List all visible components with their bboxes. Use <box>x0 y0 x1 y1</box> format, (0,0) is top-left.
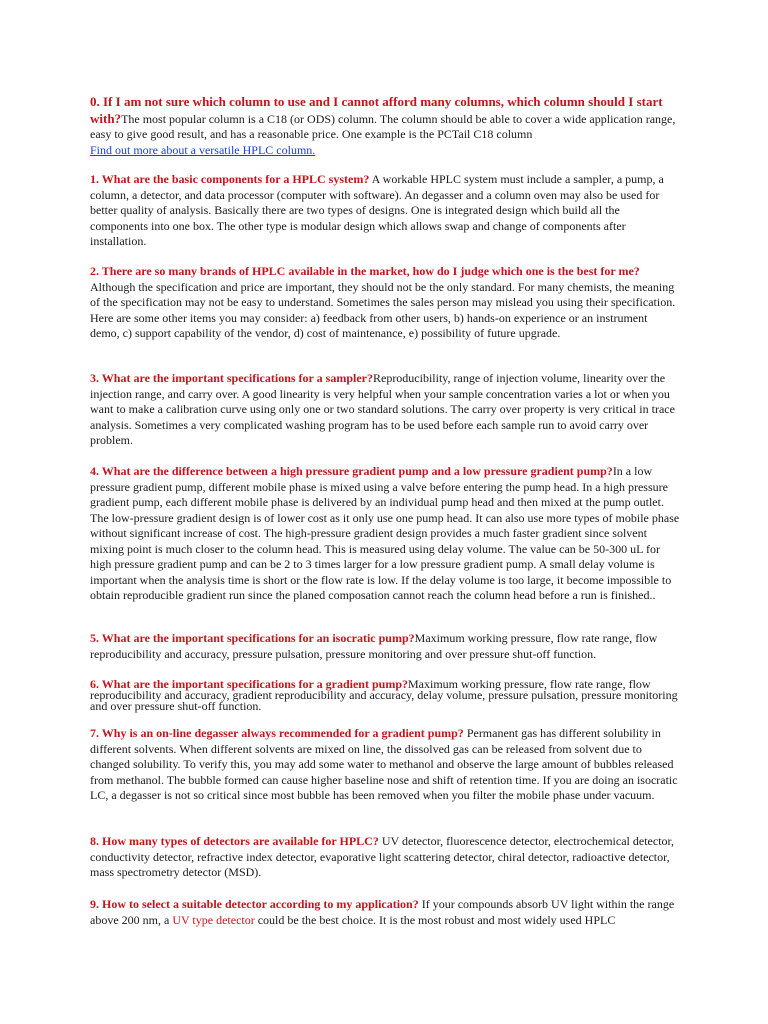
question-6: 6. What are the important specifications for a gradient pump? <box>90 677 408 691</box>
faq-item-3 <box>90 371 680 449</box>
answer-1: A workable HPLC system must include a sampler, a pump, a column, a detector, and data processor (computer with software). An degasser and a column oven may also be used for better quality of analysis. Basically there are two types of designs. One is integrated design which build all the components into one box. The other type is modular design which allows swap and change of components after installation. <box>90 172 664 248</box>
question-0: 0. If I am not sure which column to use and I cannot afford many columns, which column should I start with? <box>90 94 663 126</box>
answer-9-start: If your compounds absorb UV light within the range above 200 nm, a <box>90 897 675 927</box>
faq-item-0 <box>90 94 680 158</box>
faq-item-2 <box>90 264 680 342</box>
question-7: 7. Why is an on-line degasser always recommended for a gradient pump? <box>90 726 464 740</box>
hplc-column-link[interactable]: Find out more about a versatile HPLC column. <box>90 142 316 157</box>
question-5: 5. What are the important specifications for an isocratic pump? <box>90 631 415 645</box>
question-1: 1. What are the basic components for a HPLC system? <box>90 172 370 186</box>
question-9: 9. How to select a suitable detector according to my application? <box>90 897 419 911</box>
answer-8: UV detector, fluorescence detector, electrochemical detector, conductivity detector, refractive index detector, evaporative light scattering detector, chiral detector, radioactive detector, mass spectrometry detector (MSD). <box>90 834 675 879</box>
question-3: 3. What are the important specifications for a sampler? <box>90 371 373 385</box>
faq-item-4 <box>90 464 680 604</box>
faq-item-7 <box>90 726 680 804</box>
answer-0: The most popular column is a C18 (or ODS) column. The column should be able to cover a wide application range, easy to give good result, and has a reasonable price. One example is the PCTail C18 column <box>90 111 676 141</box>
faq-item-1 <box>90 172 680 250</box>
faq-item-6 <box>90 679 680 712</box>
uv-detector-highlight: UV type detector <box>172 912 255 927</box>
answer-2: Although the specification and price are important, they should not be the only standard. For many chemists, the meaning of the specification may not be easy to understand. Sometimes the sales person may mislead you using their specification. Here are some other items you may consider: a) feedback from other users, b) hands-on experience or an instrument demo, c) support capability of the vendor, d) cost of maintenance, e) possibility of future upgrade. <box>90 279 676 340</box>
question-2: 2. There are so many brands of HPLC available in the market, how do I judge which one is the best for me? <box>90 264 640 278</box>
answer-5: Maximum working pressure, flow rate range, flow reproducibility and accuracy, pressure pulsation, pressure monitoring and over pressure shut-off function. <box>90 631 658 661</box>
question-4: 4. What are the difference between a high pressure gradient pump and a low pressure gradient pump? <box>90 464 613 478</box>
faq-item-9 <box>90 897 680 928</box>
answer-4: In a low pressure gradient pump, different mobile phase is mixed using a valve before entering the pump head. In a high pressure gradient pump, each different mobile phase is delivered by an individual pump head and then mixed at the pump outlet. The low-pressure gradient design is of lower cost as it only use one pump head. It can also use more types of mobile phase without significant increase of cost. The high-pressure gradient design provides a much faster gradient since solvent mixing point is much closer to the column head. This is measured using delay volume. The value can be 50-300 uL for high pressure gradient pump and can be 2 to 3 times larger for a low pressure gradient pump. A small delay volume is important when the analysis time is short or the flow rate is low. If the delay volume is too large, it become impossible to obtain reproducible gradient run since the planed composation cannot reach the column head before a run is finished.. <box>90 464 680 602</box>
answer-3: Reproducibility, range of injection volume, linearity over the injection range, and carry over. A good linearity is very helpful when your sample concentration varies a lot or when you want to make a calibration curve using only one or two standard solutions. The carry over property is very critical in trace analysis. Sometimes a very complicated washing program has to be used before each sample run to avoid carry over problem. <box>90 371 675 447</box>
faq-item-8 <box>90 834 680 881</box>
faq-item-5 <box>90 631 680 662</box>
answer-7: Permanent gas has different solubility in different solvents. When different solvents are mixed on line, the dissolved gas can be released from solvent due to changed solubility. To verify this, you may add some water to methanol and observe the large amount of bubbles released from methanol. The bubble formed can cause higher baseline nose and shift of retention time. If you are doing an isocratic LC, a degasser is not so critical since most bubble has been removed when you filter the mobile phase under vacuum. <box>90 726 678 802</box>
answer-9-end: could be the best choice. It is the most robust and most widely used HPLC <box>254 912 616 927</box>
answer-6: Maximum working pressure, flow rate range, flow reproducibility and accuracy, gradient reproducibility and accuracy, delay volume, pressure pulsation, pressure monitoring and over pressure shut-off function. <box>90 677 678 713</box>
question-8: 8. How many types of detectors are available for HPLC? <box>90 834 379 848</box>
